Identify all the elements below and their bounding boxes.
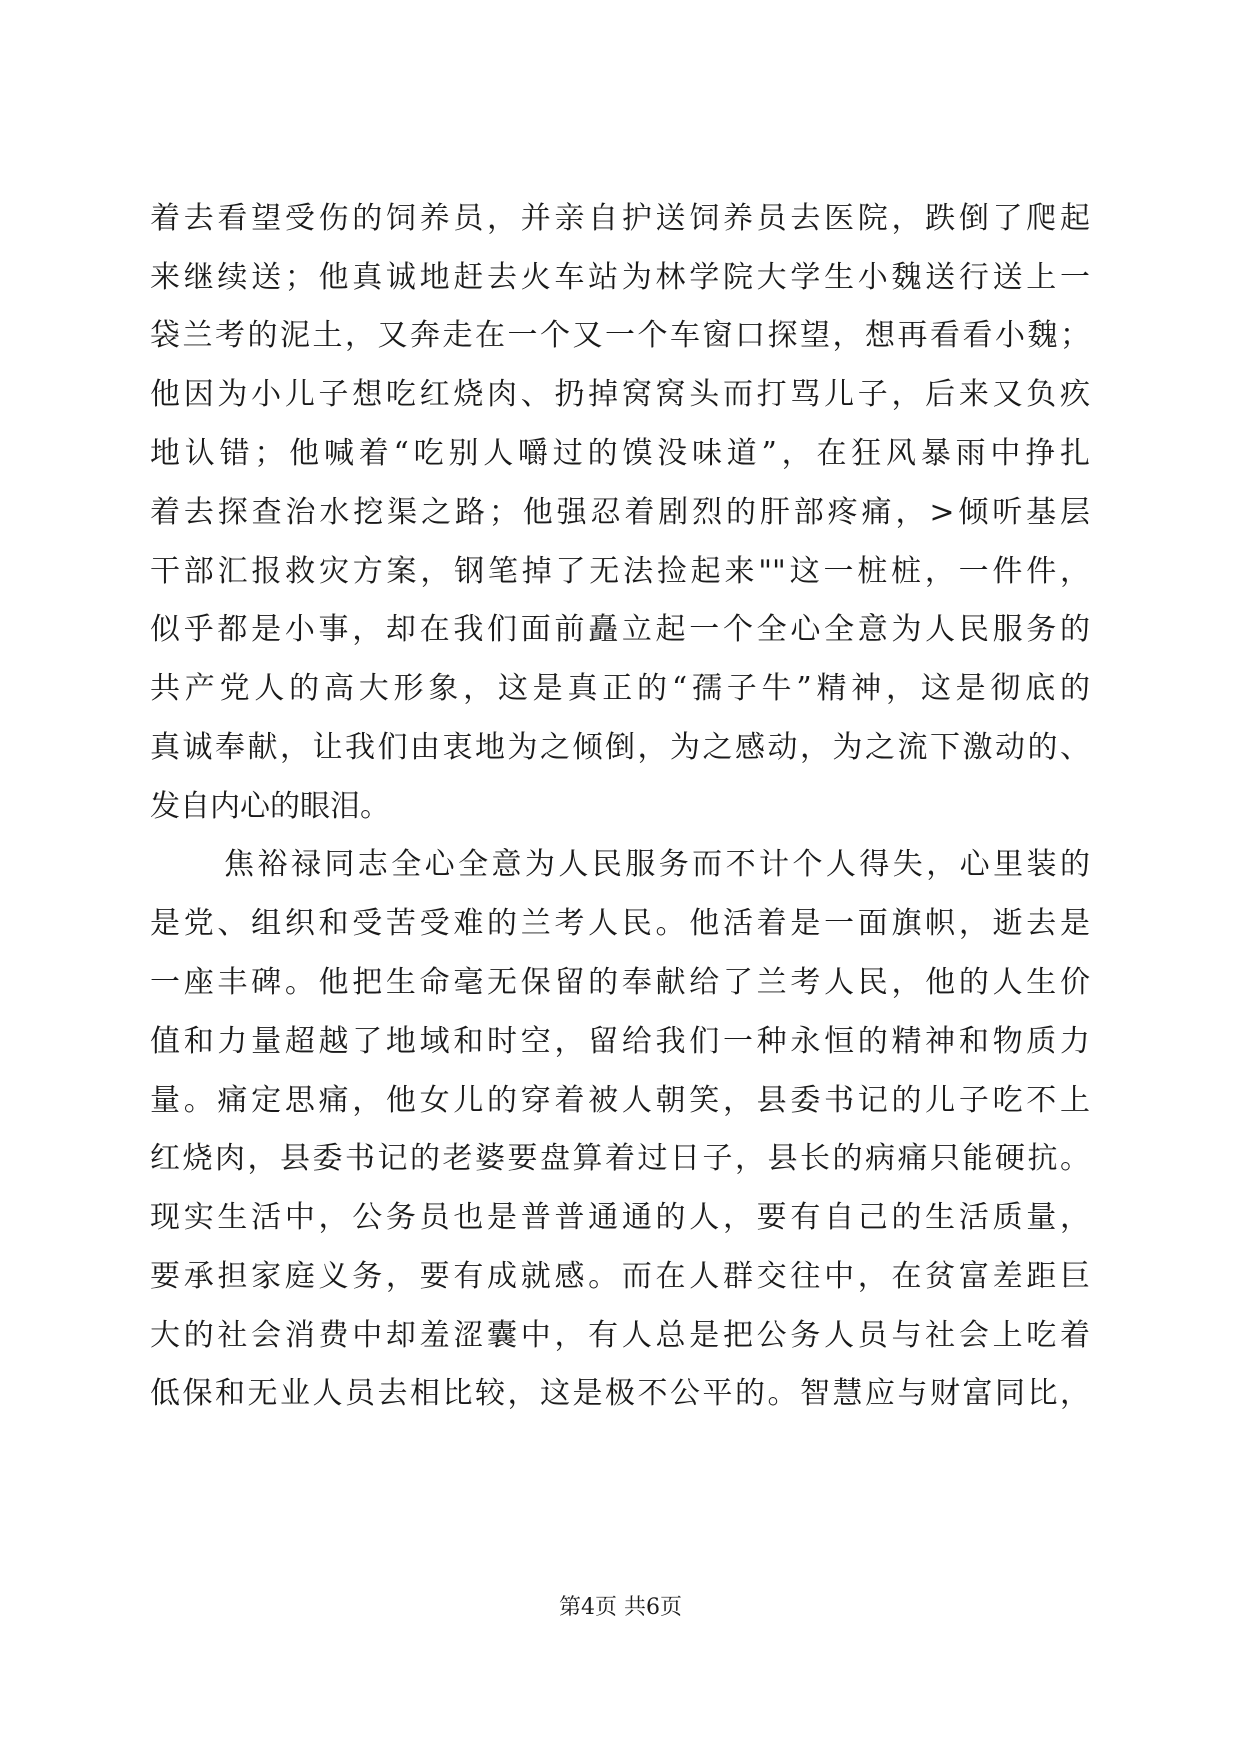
text-line-21: 低保和无业人员去相比较，这是极不公平的。智慧应与财富同比， bbox=[150, 1376, 1090, 1411]
text-line-10: 真诚奉献，让我们由衷地为之倾倒，为之感动，为之流下激动的、 bbox=[150, 730, 1090, 765]
text-line-5: 地认错；他喊着“吃别人嚼过的馍没味道”，在狂风暴雨中挣扎 bbox=[150, 436, 1090, 471]
text-line-15: 值和力量超越了地域和时空，留给我们一种永恒的精神和物质力 bbox=[150, 1024, 1090, 1059]
text-line-2: 来继续送；他真诚地赶去火车站为林学院大学生小魏送行送上一 bbox=[150, 260, 1090, 295]
text-line-3: 袋兰考的泥土，又奔走在一个又一个车窗口探望，想再看看小魏； bbox=[150, 318, 1090, 353]
text-line-8: 似乎都是小事，却在我们面前矗立起一个全心全意为人民服务的 bbox=[150, 612, 1090, 647]
text-line-7: 干部汇报救灾方案，钢笔掉了无法捡起来""这一桩桩，一件件， bbox=[150, 554, 1090, 589]
text-line-13: 是党、组织和受苦受难的兰考人民。他活着是一面旗帜，逝去是 bbox=[150, 906, 1090, 941]
text-line-4: 他因为小儿子想吃红烧肉、扔掉窝窝头而打骂儿子，后来又负疚 bbox=[150, 377, 1090, 412]
text-line-11: 发自内心的眼泪。 bbox=[150, 789, 390, 824]
text-line-18: 现实生活中，公务员也是普普通通的人，要有自己的生活质量， bbox=[150, 1200, 1090, 1235]
page-footer: 第4页 共6页 bbox=[559, 1595, 682, 1620]
text-line-6: 着去探查治水挖渠之路；他强忍着剧烈的肝部疼痛，>倾听基层 bbox=[150, 495, 1090, 530]
text-line-17: 红烧肉，县委书记的老婆要盘算着过日子，县长的病痛只能硬抗。 bbox=[150, 1141, 1090, 1176]
text-line-9: 共产党人的高大形象，这是真正的“孺子牛”精神，这是彻底的 bbox=[150, 671, 1090, 706]
text-line-14: 一座丰碑。他把生命毫无保留的奉献给了兰考人民，他的人生价 bbox=[150, 965, 1090, 1000]
text-line-1: 着去看望受伤的饲养员，并亲自护送饲养员去医院，跌倒了爬起 bbox=[150, 201, 1090, 236]
text-line-20: 大的社会消费中却羞涩囊中，有人总是把公务人员与社会上吃着 bbox=[150, 1318, 1090, 1353]
text-line-19: 要承担家庭义务，要有成就感。而在人群交往中，在贫富差距巨 bbox=[150, 1259, 1090, 1294]
text-line-16: 量。痛定思痛，他女儿的穿着被人朝笑，县委书记的儿子吃不上 bbox=[150, 1083, 1090, 1118]
text-line-12: 焦裕禄同志全心全意为人民服务而不计个人得失，心里装的 bbox=[224, 847, 1090, 882]
